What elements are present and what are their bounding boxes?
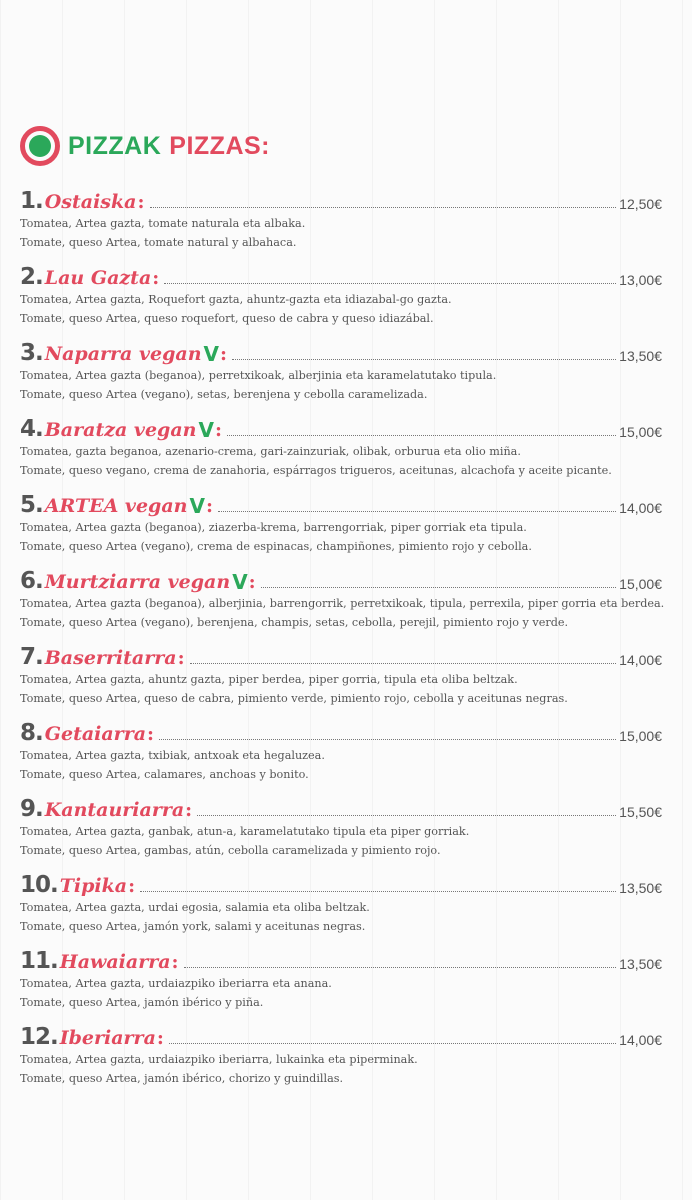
dot-leader xyxy=(140,890,616,892)
item-price: 15,00€ xyxy=(619,576,662,592)
vegan-icon: V xyxy=(198,418,214,442)
item-colon: : xyxy=(156,1027,164,1049)
item-colon: : xyxy=(171,951,179,973)
item-description-eu: Tomatea, Artea gazta, urdaiazpiko iberiarra eta anana. xyxy=(20,977,332,990)
vegan-icon: V xyxy=(189,494,205,518)
item-price: 13,50€ xyxy=(619,348,662,364)
menu-item xyxy=(20,870,662,946)
menu-item xyxy=(20,946,662,1022)
item-colon: : xyxy=(248,571,256,593)
item-description-eu: Tomatea, Artea gazta (beganoa), alberjinia, barrengorrik, perretxikoak, tipula, perrexila, piper gorria eta berdea. xyxy=(20,597,665,610)
item-colon: : xyxy=(177,647,185,669)
item-number: 9. xyxy=(20,796,43,822)
item-description-eu: Tomatea, gazta beganoa, azenario-crema, gari-zainzuriak, olibak, orburua eta olio miña. xyxy=(20,445,521,458)
item-name: Murtziarra vegan xyxy=(44,571,231,593)
menu-item xyxy=(20,794,662,870)
menu-item-row xyxy=(20,338,662,366)
item-description-eu: Tomatea, Artea gazta (beganoa), ziazerba-krema, barrengorriak, piper gorriak eta tipula. xyxy=(20,521,527,534)
menu-item xyxy=(20,262,662,338)
item-name: Ostaiska xyxy=(44,191,137,213)
item-description-es: Tomate, queso Artea (vegano), berenjena, champis, setas, cebolla, perejil, pimiento rojo y verde. xyxy=(20,616,569,629)
item-price: 14,00€ xyxy=(619,652,662,668)
item-price: 13,50€ xyxy=(619,880,662,896)
menu-item-row xyxy=(20,490,662,518)
item-description-es: Tomate, queso Artea, queso de cabra, pimiento verde, pimiento rojo, cebolla y aceitunas negras. xyxy=(20,692,568,705)
vegan-icon: V xyxy=(232,570,248,594)
dot-leader xyxy=(159,738,616,740)
item-description-es: Tomate, queso Artea, jamón ibérico y piña. xyxy=(20,996,264,1009)
menu-item-row xyxy=(20,1022,662,1050)
menu-item xyxy=(20,566,665,642)
menu-item xyxy=(20,338,662,414)
dot-leader xyxy=(227,434,616,436)
item-name: Naparra vegan xyxy=(44,343,202,365)
item-description-es: Tomate, queso Artea, jamón york, salami y aceitunas negras. xyxy=(20,920,366,933)
dot-leader xyxy=(232,358,616,360)
menu-item xyxy=(20,186,662,262)
item-price: 13,50€ xyxy=(619,956,662,972)
menu-item-row xyxy=(20,870,662,898)
item-colon: : xyxy=(128,875,136,897)
item-number: 6. xyxy=(20,568,43,594)
item-name: Baratza vegan xyxy=(44,419,197,441)
item-name: Kantauriarra xyxy=(44,799,185,821)
section-header xyxy=(20,122,662,170)
menu-item-row xyxy=(20,718,662,746)
item-description-es: Tomate, queso Artea, queso roquefort, queso de cabra y queso idiazábal. xyxy=(20,312,434,325)
item-description-eu: Tomatea, Artea gazta, tomate naturala eta albaka. xyxy=(20,217,306,230)
dot-leader xyxy=(190,662,617,664)
item-price: 14,00€ xyxy=(619,500,662,516)
item-colon: : xyxy=(205,495,213,517)
menu-item-row xyxy=(20,946,662,974)
dot-leader xyxy=(197,814,616,816)
dot-leader xyxy=(184,966,617,968)
item-description-es: Tomate, queso Artea (vegano), crema de espinacas, champiñones, pimiento rojo y cebolla. xyxy=(20,540,532,553)
item-colon: : xyxy=(147,723,155,745)
item-colon: : xyxy=(214,419,222,441)
item-number: 3. xyxy=(20,340,43,366)
item-name: ARTEA vegan xyxy=(44,495,188,517)
item-price: 15,50€ xyxy=(619,804,662,820)
item-number: 5. xyxy=(20,492,43,518)
section-title-eu: PIZZAK xyxy=(68,131,162,160)
item-number: 4. xyxy=(20,416,43,442)
item-name: Hawaiarra xyxy=(59,951,171,973)
item-number: 8. xyxy=(20,720,43,746)
item-number: 1. xyxy=(20,188,43,214)
item-description-es: Tomate, queso Artea, tomate natural y albahaca. xyxy=(20,236,297,249)
menu-item-row xyxy=(20,262,662,290)
item-description-es: Tomate, queso Artea, gambas, atún, cebolla caramelizada y pimiento rojo. xyxy=(20,844,441,857)
item-description-es: Tomate, queso Artea, jamón ibérico, chorizo y guindillas. xyxy=(20,1072,344,1085)
item-number: 2. xyxy=(20,264,43,290)
dot-leader xyxy=(218,510,616,512)
item-colon: : xyxy=(137,191,145,213)
item-name: Baserritarra xyxy=(44,647,177,669)
item-number: 7. xyxy=(20,644,43,670)
menu-item xyxy=(20,414,662,490)
item-name: Lau Gazta xyxy=(44,267,152,289)
dot-leader xyxy=(150,206,617,208)
item-name: Getaiarra xyxy=(44,723,147,745)
item-description-es: Tomate, queso vegano, crema de zanahoria, espárragos trigueros, aceitunas, alcachofa y aceite picante. xyxy=(20,464,612,477)
menu-item xyxy=(20,642,662,718)
item-price: 12,50€ xyxy=(619,196,662,212)
menu-item xyxy=(20,490,662,566)
item-description-es: Tomate, queso Artea, calamares, anchoas y bonito. xyxy=(20,768,309,781)
section-title-es: PIZZAS: xyxy=(169,131,270,160)
item-name: Tipika xyxy=(59,875,128,897)
item-price: 13,00€ xyxy=(619,272,662,288)
item-description-eu: Tomatea, Artea gazta, ganbak, atun-a, karamelatutako tipula eta piper gorriak. xyxy=(20,825,470,838)
item-number: 11. xyxy=(20,948,58,974)
pizza-circle-inner xyxy=(29,135,51,157)
vegan-icon: V xyxy=(203,342,219,366)
dot-leader xyxy=(261,586,616,588)
menu-item-row xyxy=(20,566,662,594)
menu-page xyxy=(20,122,665,1098)
item-colon: : xyxy=(220,343,228,365)
dot-leader xyxy=(164,282,616,284)
item-description-eu: Tomatea, Artea gazta, urdai egosia, salamia eta oliba beltzak. xyxy=(20,901,370,914)
item-description-eu: Tomatea, Artea gazta, ahuntz gazta, piper berdea, piper gorria, tipula eta oliba beltzak. xyxy=(20,673,518,686)
item-price: 14,00€ xyxy=(619,1032,662,1048)
item-description-eu: Tomatea, Artea gazta, Roquefort gazta, ahuntz-gazta eta idiazabal-go gazta. xyxy=(20,293,452,306)
item-colon: : xyxy=(185,799,193,821)
menu-item xyxy=(20,718,662,794)
menu-item-row xyxy=(20,414,662,442)
item-name: Iberiarra xyxy=(59,1027,156,1049)
item-number: 12. xyxy=(20,1024,58,1050)
item-description-eu: Tomatea, Artea gazta, urdaiazpiko iberiarra, lukainka eta piperminak. xyxy=(20,1053,418,1066)
dot-leader xyxy=(169,1042,616,1044)
menu-item-row xyxy=(20,186,662,214)
menu-item-row xyxy=(20,642,662,670)
pizza-list xyxy=(20,186,665,1098)
pizza-circle-icon xyxy=(20,126,60,166)
menu-item-row xyxy=(20,794,662,822)
item-price: 15,00€ xyxy=(619,728,662,744)
item-description-es: Tomate, queso Artea (vegano), setas, berenjena y cebolla caramelizada. xyxy=(20,388,428,401)
item-description-eu: Tomatea, Artea gazta (beganoa), perretxikoak, alberjinia eta karamelatutako tipula. xyxy=(20,369,497,382)
menu-item xyxy=(20,1022,662,1098)
item-number: 10. xyxy=(20,872,58,898)
item-colon: : xyxy=(152,267,160,289)
item-price: 15,00€ xyxy=(619,424,662,440)
item-description-eu: Tomatea, Artea gazta, txibiak, antxoak eta hegaluzea. xyxy=(20,749,325,762)
